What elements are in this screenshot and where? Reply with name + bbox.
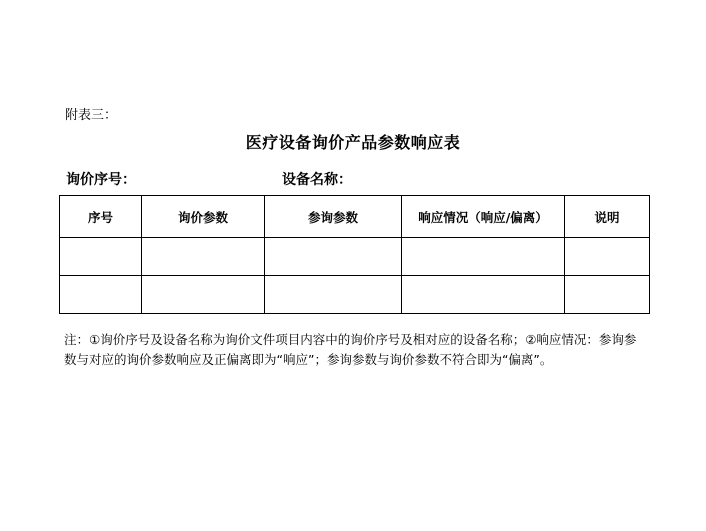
table-cell — [265, 238, 402, 276]
header-serial-number: 序号 — [60, 196, 142, 238]
document-title: 医疗设备询价产品参数响应表 — [245, 133, 461, 152]
appendix-label: 附表三： — [65, 108, 118, 123]
header-inquiry-parameters: 询价参数 — [142, 196, 265, 238]
table-cell — [565, 276, 650, 314]
table-header-row — [60, 196, 650, 238]
table-row — [60, 276, 650, 314]
table-cell — [402, 238, 565, 276]
footnote: 注：①询价序号及设备名称为询价文件项目内容中的询价序号及相对应的设备名称；②响应情况：参询参数与对应的询价参数响应及正偏离即为“响应”；参询参数与询价参数不符合即为“偏离”。 — [64, 332, 637, 367]
table-cell — [60, 238, 142, 276]
header-response-status: 响应情况（响应/偏离） — [402, 196, 565, 238]
table-cell — [60, 276, 142, 314]
table-cell — [265, 276, 402, 314]
parameter-response-table — [59, 195, 650, 314]
table-cell — [142, 238, 265, 276]
header-offered-parameters: 参询参数 — [265, 196, 402, 238]
table-cell — [142, 276, 265, 314]
inquiry-number-label: 询价序号： — [66, 172, 136, 188]
table-row — [60, 238, 650, 276]
table-cell — [565, 238, 650, 276]
table-cell — [402, 276, 565, 314]
device-name-label: 设备名称： — [282, 172, 352, 188]
header-remarks: 说明 — [565, 196, 650, 238]
